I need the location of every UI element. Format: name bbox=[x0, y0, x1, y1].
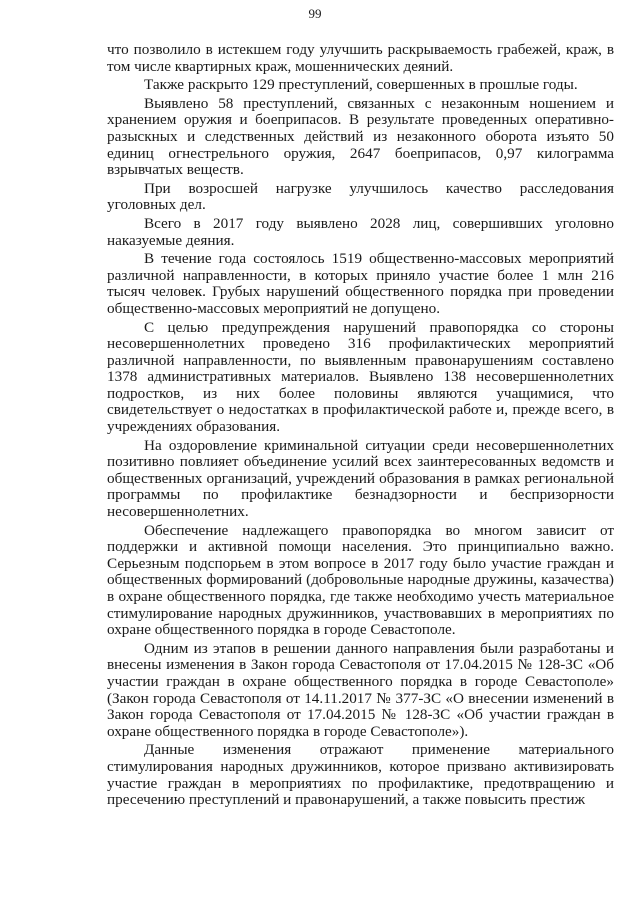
paragraph-law-amendments: Одним из этапов в решении данного направления были разработаны и внесены изменения в Закон города Севастополя от 17.04.2015 № 128-ЗС «Об участии граждан в охране общественного порядка в городе Севастополе» (Закон города Севастополя от 14.11.2017 № 377-ЗС «О внесении изменений в Закон города Севастополя от 17.04.2015 № 128-ЗС «Об участии граждан в охране общественного порядка в городе Севастополе»). bbox=[107, 639, 614, 740]
paragraph-public-support: Обеспечение надлежащего правопорядка во многом зависит от поддержки и активной помощи населения. Это принципиально важно. Серьезным подспорьем в этом вопросе в 2017 году было участие граждан и общественных формирований (добровольные народные дружины, казачества) в охране общественного порядка, где также необходимо учесть материальное стимулирование народных дружинников, участвовавших в мероприятиях по охране общественного порядка в городе Севастополе. bbox=[107, 521, 614, 639]
page-number: 99 bbox=[308, 6, 322, 21]
paragraph-investigation-quality: При возросшей нагрузке улучшилось качество расследования уголовных дел. bbox=[107, 179, 614, 214]
paragraph-weapons: Выявлено 58 преступлений, связанных с незаконным ношением и хранением оружия и боеприпасов. В результате проведенных оперативно-разыскных и следственных действий из незаконного оборота изъято 50 единиц огнестрельного оружия, 2647 боеприпасов, 0,97 килограмма взрывчатых веществ. bbox=[107, 94, 614, 179]
document-body bbox=[107, 42, 614, 809]
paragraph-material-incentives: Данные изменения отражают применение материального стимулирования народных дружинников, которое призвано активизировать участие граждан в мероприятиях по профилактике, предотвращению и пресечению преступлений и правонарушений, а также повысить престиж bbox=[107, 741, 614, 809]
paragraph-juvenile-program: На оздоровление криминальной ситуации среди несовершеннолетних позитивно повлияет объединение усилий всех заинтересованных ведомств и общественных организаций, учреждений образования в рамках региональной программы по профилактике безнадзорности и беспризорности несовершеннолетних. bbox=[107, 436, 614, 521]
paragraph-juvenile-prevention: С целью предупреждения нарушений правопорядка со стороны несовершеннолетних проведено 316 профилактических мероприятий различной направленности, по выявленным правонарушениям составлено 1378 административных материалов. Выявлено 138 несовершеннолетних подростков, из них более половины являются учащимися, что свидетельствует о недостатках в профилактической работе и, прежде всего, в учреждениях образования. bbox=[107, 318, 614, 436]
paragraph-continuation: что позволило в истекшем году улучшить раскрываемость грабежей, краж, в том числе квартирных краж, мошеннических деяний. bbox=[107, 41, 614, 75]
paragraph-persons-identified: Всего в 2017 году выявлено 2028 лиц, совершивших уголовно наказуемые деяния. bbox=[107, 214, 614, 249]
paragraph-past-crimes: Также раскрыто 129 преступлений, совершенных в прошлые годы. bbox=[144, 76, 578, 94]
paragraph-public-events: В течение года состоялось 1519 общественно-массовых мероприятий различной направленности, в которых приняло участие более 1 млн 216 тысяч человек. Грубых нарушений общественного порядка при проведении общественно-массовых мероприятий не допущено. bbox=[107, 250, 614, 317]
